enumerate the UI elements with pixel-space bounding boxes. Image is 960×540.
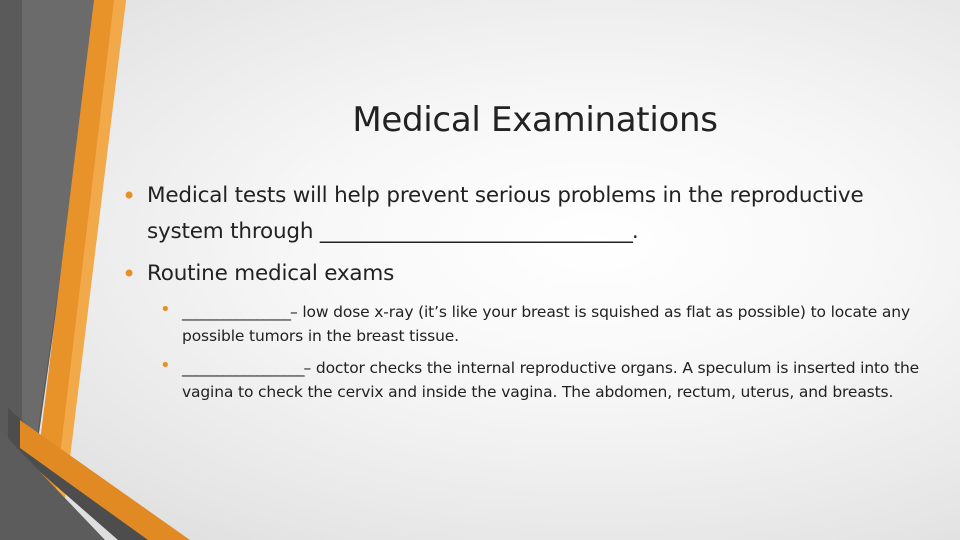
slide-body <box>122 178 922 408</box>
fill-in-blank: ________________________________ <box>319 219 632 244</box>
bullet-item-medical-tests <box>122 178 922 250</box>
bullet-item-routine-exams <box>122 256 922 292</box>
bullet-text: Medical tests will help prevent serious problems in the reproductive system through <box>147 183 864 244</box>
sub-bullet-icon: • <box>160 355 171 376</box>
sub-bullet-item-exam <box>122 356 922 404</box>
sub-bullet-text: – low dose x-ray (it’s like your breast is squished as flat as possible) to locate any possible tumors in the breast tissue. <box>182 303 910 345</box>
slide-title: Medical Examinations <box>352 100 718 140</box>
sub-bullet-item-xray <box>122 300 922 348</box>
sub-bullet-text: – doctor checks the internal reproductive organs. A speculum is inserted into the vagina to check the cervix and inside the vagina. The abdomen, rectum, uterus, and breasts. <box>182 359 920 401</box>
bullet-icon: • <box>122 260 136 288</box>
bullet-icon: • <box>122 182 136 210</box>
sub-bullet-icon: • <box>160 299 171 320</box>
fill-in-blank: ________________ <box>182 303 290 321</box>
bullet-text: Routine medical exams <box>147 261 395 286</box>
fill-in-blank: __________________ <box>182 359 304 377</box>
bullet-text-end: . <box>631 219 639 244</box>
